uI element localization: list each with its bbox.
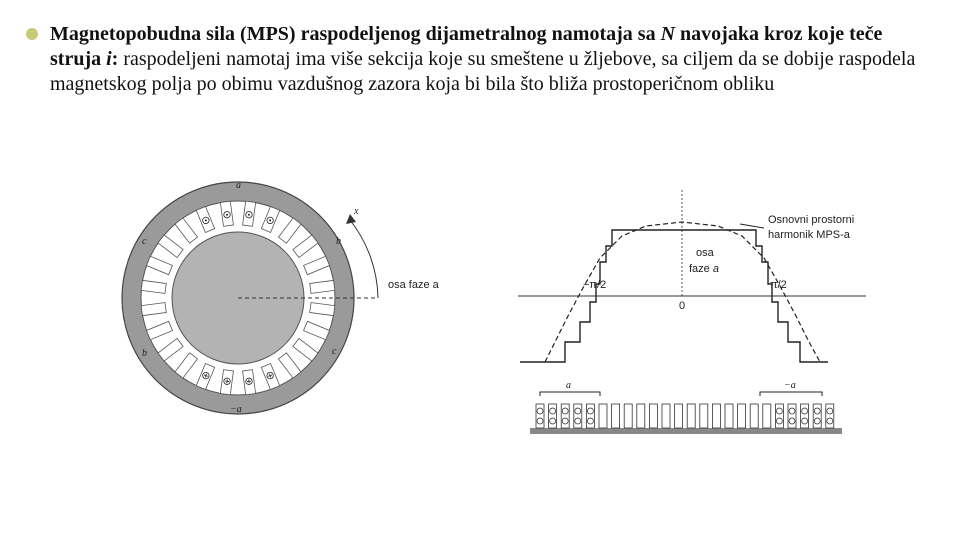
bullet-N: N — [660, 23, 676, 45]
developed-slot — [826, 404, 834, 428]
developed-conductor — [802, 408, 808, 414]
bracket-right-label: −a — [784, 380, 796, 391]
label-b-top-right: b — [336, 236, 341, 247]
bracket-left-label: a — [566, 380, 571, 391]
developed-conductor — [587, 408, 593, 414]
developed-slot — [712, 404, 720, 428]
developed-conductor — [587, 418, 593, 424]
bullet-i: i — [106, 48, 112, 70]
developed-conductor — [776, 408, 782, 414]
developed-slot — [536, 404, 544, 428]
developed-slot — [750, 404, 758, 428]
label-c-bottom-right: c — [332, 346, 337, 357]
developed-conductor — [789, 418, 795, 424]
developed-conductor — [562, 418, 568, 424]
axis-label-2-italic: a — [712, 263, 719, 275]
label-minus-a: −a — [230, 404, 242, 415]
axis-label-2-prefix: faze — [689, 263, 713, 275]
developed-conductor — [802, 418, 808, 424]
bullet-colon: : — [111, 48, 119, 70]
developed-conductor — [562, 408, 568, 414]
developed-conductor — [575, 418, 581, 424]
developed-slot — [788, 404, 796, 428]
zero-label: 0 — [679, 300, 686, 312]
developed-slot — [801, 404, 809, 428]
developed-conductor — [537, 418, 543, 424]
bullet-normal: raspodeljeni namotaj ima više sekcija koje su smeštene u žljebove, sa ciljem da se dobije raspodela magnetskog polja po obimu vazdušnog zazora koja bi bila što bliža prostoperičnom obliku — [50, 48, 916, 95]
axis-label-1: osa — [696, 247, 714, 259]
developed-slot — [775, 404, 783, 428]
developed-slot — [637, 404, 645, 428]
developed-slot — [813, 404, 821, 428]
axis-label-2 — [689, 263, 719, 275]
developed-slot — [586, 404, 594, 428]
bullet-bold-2: navojaka kroz koje teče struja — [50, 23, 883, 70]
x-arc — [350, 220, 378, 298]
neg-pi-half-label: −π/2 — [583, 279, 607, 291]
developed-conductor — [550, 418, 556, 424]
label-phase-axis: osa faze a — [388, 279, 439, 291]
developed-slot — [561, 404, 569, 428]
label-a-top: a — [236, 180, 241, 191]
developed-conductor — [537, 408, 543, 414]
developed-slot — [574, 404, 582, 428]
developed-slot — [624, 404, 632, 428]
developed-slot — [612, 404, 620, 428]
developed-conductor — [789, 408, 795, 414]
fundamental-label-1: Osnovni prostorni — [768, 214, 855, 226]
developed-slot — [700, 404, 708, 428]
mmf-waveform-figure — [518, 180, 868, 435]
developed-slot — [662, 404, 670, 428]
developed-slot — [687, 404, 695, 428]
developed-conductor — [575, 408, 581, 414]
label-b-bottom-left: b — [142, 348, 147, 359]
pos-pi-half-label: π/2 — [770, 279, 787, 291]
developed-slot — [738, 404, 746, 428]
developed-slot — [599, 404, 607, 428]
bullet-bold-1: Magnetopobudna sila (MPS) raspodeljenog dijametralnog namotaja sa — [50, 23, 661, 45]
label-c-top-left: c — [142, 236, 147, 247]
developed-conductor — [814, 408, 820, 414]
developed-slot — [675, 404, 683, 428]
developed-slot — [649, 404, 657, 428]
developed-slot — [725, 404, 733, 428]
developed-slot — [549, 404, 557, 428]
label-x: x — [354, 206, 359, 217]
fundamental-label-2: harmonik MPS-a — [768, 229, 850, 241]
developed-conductor — [827, 408, 833, 414]
developed-slot — [763, 404, 771, 428]
developed-conductor — [776, 418, 782, 424]
developed-conductor — [827, 418, 833, 424]
developed-conductor — [550, 408, 556, 414]
developed-stator-back — [530, 428, 842, 434]
developed-conductor — [814, 418, 820, 424]
